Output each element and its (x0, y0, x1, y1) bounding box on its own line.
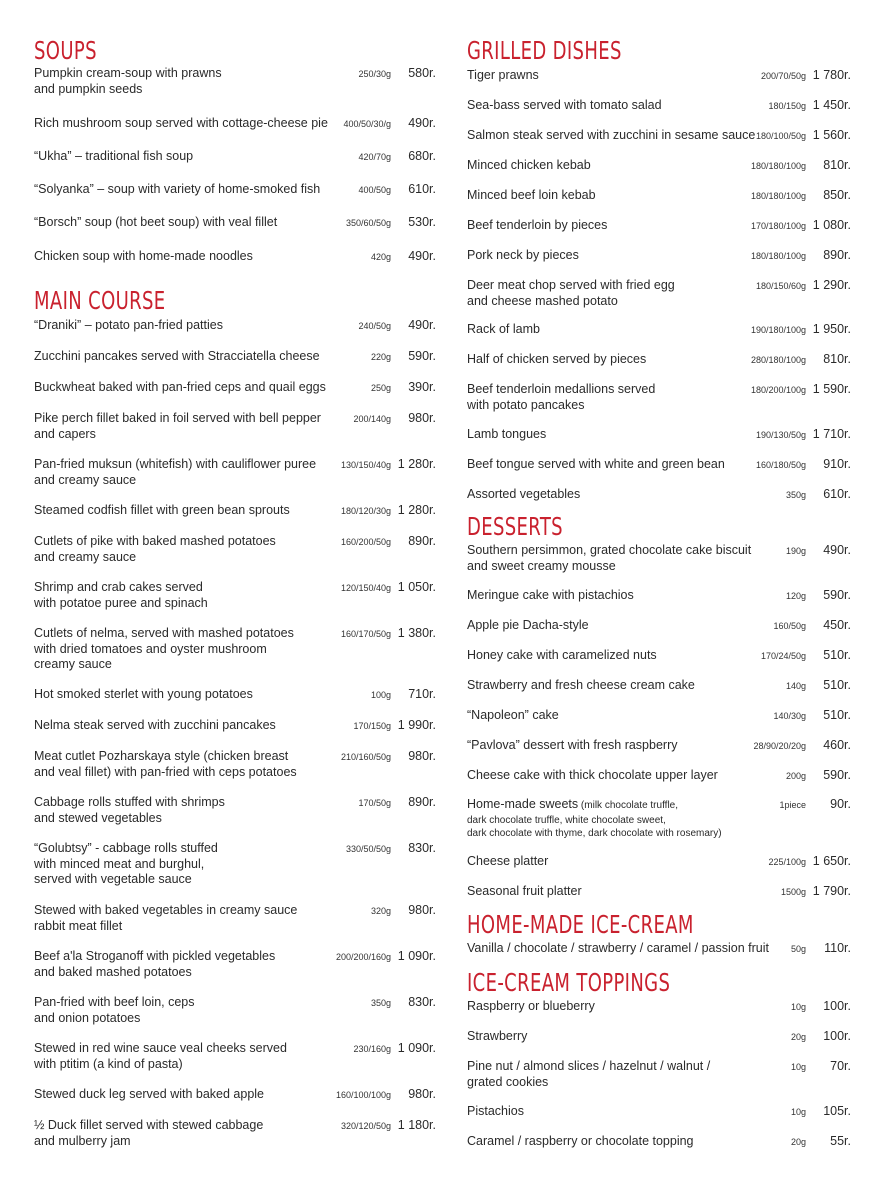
menu-item-weight: 200/70/50g (760, 71, 806, 81)
menu-item-price: 1 450r. (812, 98, 851, 112)
menu-item (467, 128, 851, 144)
menu-item-price: 980r. (408, 1087, 436, 1101)
menu-item-price: 450r. (823, 618, 851, 632)
menu-item-name-text: and creamy sauce (34, 472, 137, 487)
menu-item-weight: 130/150/40g (340, 460, 391, 470)
menu-item-name-text: Cheese cake with thick chocolate upper layer (467, 768, 718, 782)
menu-item-price: 510r. (823, 678, 851, 692)
menu-item-weight: 200g (785, 771, 806, 781)
menu-item (34, 626, 436, 673)
menu-item-price: 1 290r. (812, 278, 851, 292)
menu-item (467, 588, 851, 604)
menu-item-name-line (34, 811, 436, 827)
menu-item-weight: 1500g (780, 887, 806, 897)
menu-item-weight: 20g (790, 1137, 806, 1147)
menu-item (34, 149, 436, 165)
menu-item-name-line (34, 1011, 436, 1027)
menu-item-weight: 180/150g (768, 101, 806, 111)
menu-item-name-line (467, 398, 851, 414)
menu-item-name-text: Stewed in red wine sauce veal cheeks served (34, 1041, 287, 1055)
menu-item (34, 903, 436, 934)
menu-item-weight: 170/180/100g (750, 221, 806, 231)
menu-item-price: 1 990r. (397, 718, 436, 732)
menu-item-name-text: Tiger prawns (467, 68, 539, 82)
menu-item-weight: 160/50g (773, 621, 806, 631)
menu-item-name-line (34, 765, 436, 781)
menu-item (34, 1087, 436, 1103)
menu-item-name-line (467, 294, 851, 310)
menu-item-name-text: Pistachios (467, 1104, 524, 1118)
menu-item-weight: 160/180/50g (755, 460, 806, 470)
menu-item-price: 1 180r. (397, 1118, 436, 1132)
menu-item-weight: 180/180/100g (750, 191, 806, 201)
menu-item-name-text: Honey cake with caramelized nuts (467, 648, 657, 662)
menu-item-weight: 180/180/100g (750, 251, 806, 261)
menu-item-name-text: and sweet creamy mousse (467, 558, 616, 573)
menu-item-price: 55r. (830, 1134, 851, 1148)
menu-item-name-text: with minced meat and burghul, (34, 856, 205, 871)
menu-item (34, 687, 436, 703)
menu-item-name-text: Cutlets of pike with baked mashed potatoes (34, 534, 276, 548)
menu-item-name-text: Shrimp and crab cakes served (34, 580, 203, 594)
menu-item-name-text: Cabbage rolls stuffed with shrimps (34, 795, 225, 809)
menu-item-name-text: Deer meat chop served with fried egg (467, 278, 675, 292)
menu-item-weight: 420/70g (358, 152, 391, 162)
menu-item-name-text: “Draniki” – potato pan-fried patties (34, 318, 223, 332)
menu-item-name-text: Beef tenderloin medallions served (467, 382, 656, 396)
menu-item-price: 890r. (408, 534, 436, 548)
menu-item-weight: 170/150g (353, 721, 391, 731)
menu-item-name-text: and cheese mashed potato (467, 293, 618, 308)
menu-item-name-text: Strawberry and fresh cheese cream cake (467, 678, 695, 692)
menu-item-name-text: “Golubtsy” - cabbage rolls stuffed (34, 841, 218, 855)
menu-item-price: 100r. (823, 999, 851, 1013)
menu-item (34, 1118, 436, 1149)
menu-item-weight: 320/120/50g (340, 1121, 391, 1131)
menu-item-name-text: Pike perch fillet baked in foil served with bell pepper (34, 411, 321, 425)
menu-item-name-text: Assorted vegetables (467, 487, 581, 501)
menu-item-name-text: Lamb tongues (467, 427, 547, 441)
menu-item (467, 797, 851, 840)
menu-item-name-line (34, 657, 436, 673)
menu-item (467, 1104, 851, 1120)
menu-item-price: 890r. (823, 248, 851, 262)
menu-item-weight: 10g (790, 1107, 806, 1117)
menu-item-name-text: and creamy sauce (34, 549, 137, 564)
menu-item (467, 188, 851, 204)
menu-item-weight: 220g (370, 352, 391, 362)
menu-item-weight: 10g (790, 1002, 806, 1012)
menu-item-name-text: Rich mushroom soup served with cottage-cheese pie (34, 116, 328, 130)
menu-item (467, 941, 851, 957)
menu-item-name-line (34, 473, 436, 489)
menu-item (467, 218, 851, 234)
menu-item-name-line (34, 919, 436, 935)
menu-item-price: 490r. (408, 318, 436, 332)
menu-item (467, 98, 851, 114)
menu-item-name-line (34, 965, 436, 981)
menu-item (467, 457, 851, 473)
menu-item-price: 610r. (823, 487, 851, 501)
menu-item-name-line (34, 857, 436, 873)
menu-item-weight: 10g (790, 1062, 806, 1072)
menu-item-name-text: dark chocolate with thyme, dark chocolate with rosemary) (467, 827, 722, 839)
menu-item (467, 322, 851, 338)
menu-item-name-line (467, 559, 851, 575)
menu-item-price: 830r. (408, 995, 436, 1009)
menu-item-weight: 180/180/100g (750, 161, 806, 171)
menu-item-name-line (34, 550, 436, 566)
menu-item-weight: 190/130/50g (755, 430, 806, 440)
menu-item-name-text: Rack of lamb (467, 322, 540, 336)
menu-item-name-text: dark chocolate truffle, white chocolate sweet, (467, 814, 666, 826)
menu-item-weight: 100g (370, 690, 391, 700)
menu-item-weight: 280/180/100g (750, 355, 806, 365)
menu-item-weight: 140g (785, 681, 806, 691)
menu-item-weight: 400/50g (358, 185, 391, 195)
menu-item-name-text: Cutlets of nelma, served with mashed potatoes (34, 626, 294, 640)
menu-item-name-text: Beef a'la Stroganoff with pickled vegetables (34, 949, 276, 963)
menu-item (467, 543, 851, 574)
menu-item (467, 648, 851, 664)
menu-item-price: 1 560r. (812, 128, 851, 142)
menu-item-name-text: Minced beef loin kebab (467, 188, 596, 202)
menu-item-name-line (467, 1075, 851, 1091)
menu-item-name-text: with potato pancakes (467, 397, 585, 412)
menu-item-price: 1 950r. (812, 322, 851, 336)
menu-item-weight: 180/120/30g (340, 506, 391, 516)
menu-item (34, 841, 436, 888)
menu-item-name-text: Apple pie Dacha-style (467, 618, 589, 632)
menu-item-price: 810r. (823, 158, 851, 172)
menu-item-name-text: creamy sauce (34, 657, 112, 671)
menu-item-weight: 120/150/40g (340, 583, 391, 593)
menu-item-weight: 120g (785, 591, 806, 601)
menu-item-weight: 230/160g (353, 1044, 391, 1054)
menu-item-name-text: Raspberry or blueberry (467, 999, 595, 1013)
menu-item (467, 708, 851, 724)
menu-item (467, 999, 851, 1015)
menu-item-price: 510r. (823, 648, 851, 662)
menu-item (467, 382, 851, 413)
menu-item (34, 380, 436, 396)
menu-item-name-text: Home-made sweets (467, 797, 579, 811)
menu-item-name-text: Stewed with baked vegetables in creamy sauce (34, 903, 298, 917)
menu-item-name-line (34, 596, 436, 612)
menu-item-price: 850r. (823, 188, 851, 202)
menu-item (34, 718, 436, 734)
menu-item-name-text: Buckwheat baked with pan-fried ceps and quail eggs (34, 380, 326, 394)
menu-item (467, 1059, 851, 1090)
menu-item-weight: 20g (790, 1032, 806, 1042)
menu-item-weight: 320g (370, 906, 391, 916)
menu-item-name-text: “Pavlova” dessert with fresh raspberry (467, 738, 678, 752)
section-heading: ICE-CREAM TOPPINGS (467, 968, 671, 997)
menu-item-name-text: Meringue cake with pistachios (467, 588, 634, 602)
menu-item-price: 510r. (823, 708, 851, 722)
menu-item-weight: 180/150/60g (755, 281, 806, 291)
menu-item-weight: 180/200/100g (750, 385, 806, 395)
menu-item-name-text: Sea-bass served with tomato salad (467, 98, 662, 112)
menu-item-name-text: Chicken soup with home-made noodles (34, 249, 253, 263)
menu-item-name-line (467, 827, 851, 840)
menu-item-price: 390r. (408, 380, 436, 394)
menu-item-weight: 160/100/100g (335, 1090, 391, 1100)
menu-item (467, 1134, 851, 1150)
menu-item-name-text: Stewed duck leg served with baked apple (34, 1087, 265, 1101)
menu-item (467, 352, 851, 368)
menu-item (34, 182, 436, 198)
menu-item-name-line (467, 814, 851, 827)
menu-item-weight: 160/170/50g (340, 629, 391, 639)
menu-item-price: 980r. (408, 411, 436, 425)
menu-item-name-text: Pine nut / almond slices / hazelnut / walnut / (467, 1059, 711, 1073)
menu-item-weight: 400/50/30/g (343, 119, 391, 129)
menu-item-name-text: Nelma steak served with zucchini pancakes (34, 718, 276, 732)
menu-item-price: 1 380r. (397, 626, 436, 640)
menu-item-price: 90r. (830, 797, 851, 811)
menu-item-price: 1 650r. (812, 854, 851, 868)
menu-item-name-line (34, 642, 436, 658)
menu-item-price: 490r. (823, 543, 851, 557)
menu-item-price: 980r. (408, 749, 436, 763)
menu-item-price: 460r. (823, 738, 851, 752)
menu-item-name-line (34, 872, 436, 888)
menu-item-price: 1 710r. (812, 427, 851, 441)
menu-item-name-text: Pumpkin cream-soup with prawns (34, 66, 222, 80)
menu-item-name-line (34, 1057, 436, 1073)
section-heading: HOME-MADE ICE-CREAM (467, 910, 694, 939)
menu-item (467, 248, 851, 264)
menu-item-weight: 1piece (779, 800, 806, 810)
section-heading: DESSERTS (467, 512, 563, 541)
menu-item-weight: 250g (370, 383, 391, 393)
menu-item-price: 490r. (408, 249, 436, 263)
menu-item-price: 1 050r. (397, 580, 436, 594)
menu-item-name-line (34, 427, 436, 443)
section-heading: MAIN COURSE (34, 286, 166, 315)
menu-item-weight: 250/30g (358, 69, 391, 79)
menu-item-name-text: Hot smoked sterlet with young potatoes (34, 687, 253, 701)
menu-item-price: 590r. (408, 349, 436, 363)
menu-item-price: 1 280r. (397, 457, 436, 471)
menu-item-price: 830r. (408, 841, 436, 855)
menu-item (34, 457, 436, 488)
menu-item-weight: 350g (785, 490, 806, 500)
menu-item-price: 110r. (824, 941, 851, 955)
menu-item-weight: 180/100/50g (755, 131, 806, 141)
menu-item (34, 411, 436, 442)
menu-item-price: 610r. (408, 182, 436, 196)
menu-item-name-text: and capers (34, 426, 96, 441)
menu-item (467, 678, 851, 694)
menu-item-weight: 225/100g (768, 857, 806, 867)
menu-item-name-line (34, 82, 436, 98)
menu-item-weight: 200/200/160g (335, 952, 391, 962)
menu-item-name-text: Steamed codfish fillet with green bean sprouts (34, 503, 290, 517)
menu-item (467, 68, 851, 84)
menu-item (467, 854, 851, 870)
menu-item-weight: 330/50/50g (345, 844, 391, 854)
menu-item-weight: 350/60/50g (345, 218, 391, 228)
menu-item-price: 1 090r. (397, 949, 436, 963)
menu-item (467, 1029, 851, 1045)
menu-item (34, 215, 436, 231)
menu-item (34, 949, 436, 980)
menu-item (467, 738, 851, 754)
menu-item-weight: 140/30g (773, 711, 806, 721)
menu-item-weight: 28/90/20/20g (753, 741, 806, 751)
menu-item-weight: 350g (370, 998, 391, 1008)
menu-item (467, 768, 851, 784)
menu-item-price: 590r. (823, 768, 851, 782)
menu-item-name-text: Caramel / raspberry or chocolate topping (467, 1134, 694, 1148)
menu-item-weight: 190g (785, 546, 806, 556)
menu-item (467, 278, 851, 309)
menu-item-name-text: and veal fillet) with pan-fried with ceps potatoes (34, 764, 297, 779)
menu-item-price: 1 080r. (812, 218, 851, 232)
menu-item-name-text: Pork neck by pieces (467, 248, 579, 262)
menu-item-weight: 160/200/50g (340, 537, 391, 547)
menu-item-price: 530r. (408, 215, 436, 229)
menu-item-price: 710r. (408, 687, 436, 701)
menu-item-name-text: with dried tomatoes and oyster mushroom (34, 641, 267, 656)
menu-item (467, 487, 851, 503)
menu-item (34, 503, 436, 519)
section-heading: SOUPS (34, 36, 97, 65)
menu-item-name-text: grated cookies (467, 1074, 549, 1089)
menu-item-name-text: Zucchini pancakes served with Stracciatella cheese (34, 349, 320, 363)
menu-item (34, 580, 436, 611)
menu-item (34, 349, 436, 365)
menu-item-price: 1 280r. (397, 503, 436, 517)
menu-item (34, 318, 436, 334)
menu-item-price: 590r. (823, 588, 851, 602)
menu-item-name-text: and mulberry jam (34, 1133, 131, 1148)
menu-item (34, 795, 436, 826)
menu-item (34, 66, 436, 97)
menu-item-weight: 190/180/100g (750, 325, 806, 335)
menu-item-name-text: Minced chicken kebab (467, 158, 591, 172)
menu-item-weight: 170/24/50g (760, 651, 806, 661)
menu-item-price: 1 590r. (812, 382, 851, 396)
menu-item-price: 810r. (823, 352, 851, 366)
menu-item-name-text: Meat cutlet Pozharskaya style (chicken breast (34, 749, 289, 763)
menu-item-name-text: ½ Duck fillet served with stewed cabbage (34, 1118, 264, 1132)
menu-item-price: 980r. (408, 903, 436, 917)
section-heading: GRILLED DISHES (467, 36, 622, 65)
menu-item-name-text: “Borsch” soup (hot beet soup) with veal fillet (34, 215, 278, 229)
menu-item-price: 105r. (823, 1104, 851, 1118)
menu-item-name-text: Pan-fried with beef loin, ceps (34, 995, 195, 1009)
menu-item-price: 580r. (408, 66, 436, 80)
menu-item-name-text: with potatoe puree and spinach (34, 595, 208, 610)
menu-item (34, 1041, 436, 1072)
menu-item-name-line (34, 1134, 436, 1150)
menu-item (34, 116, 436, 132)
menu-item-weight: 420g (370, 252, 391, 262)
menu-item-name-text: Seasonal fruit platter (467, 884, 582, 898)
menu-item (34, 749, 436, 780)
menu-item-name-text: served with vegetable sauce (34, 872, 192, 886)
menu-item-price: 100r. (823, 1029, 851, 1043)
menu-item-price: 1 780r. (812, 68, 851, 82)
menu-item (467, 158, 851, 174)
menu-item-name-text: with ptitim (a kind of pasta) (34, 1056, 183, 1071)
menu-item-price: 490r. (408, 116, 436, 130)
menu-item-name-text: Salmon steak served with zucchini in sesame sauce (467, 128, 756, 142)
menu-item-weight: 50g (790, 944, 806, 954)
menu-item-name-text: rabbit meat fillet (34, 918, 123, 933)
menu-item-name-text: Beef tenderloin by pieces (467, 218, 608, 232)
menu-item-detail: (milk chocolate truffle, (578, 800, 679, 811)
menu-item (34, 534, 436, 565)
menu-item-price: 70r. (830, 1059, 851, 1073)
menu-item-name-text: Beef tongue served with white and green bean (467, 457, 725, 471)
menu-item-weight: 210/160/50g (340, 752, 391, 762)
menu-item (467, 618, 851, 634)
menu-item-name-text: “Napoleon” cake (467, 708, 559, 722)
menu-item (467, 427, 851, 443)
menu-item-name-text: and pumpkin seeds (34, 81, 143, 96)
menu-item-name-text: and baked mashed potatoes (34, 964, 192, 979)
menu-item-name-text: Southern persimmon, grated chocolate cake biscuit (467, 543, 752, 557)
menu-item-price: 1 090r. (397, 1041, 436, 1055)
menu-item-name-text: Cheese platter (467, 854, 549, 868)
menu-item-price: 890r. (408, 795, 436, 809)
menu-item (34, 995, 436, 1026)
menu-item-name-text: and stewed vegetables (34, 810, 162, 825)
menu-item-weight: 240/50g (358, 321, 391, 331)
menu-item-name-text: Half of chicken served by pieces (467, 352, 647, 366)
menu-item-name-text: and onion potatoes (34, 1010, 141, 1025)
menu-item-name-text: “Ukha” – traditional fish soup (34, 149, 194, 163)
menu-item (34, 249, 436, 265)
menu-item-price: 680r. (408, 149, 436, 163)
menu-item-weight: 170/50g (358, 798, 391, 808)
menu-item-name-text: Pan-fried muksun (whitefish) with cauliflower puree (34, 457, 317, 471)
menu-item-name-text: Vanilla / chocolate / strawberry / caramel / passion fruit (467, 941, 769, 955)
menu-item-name-text: “Solyanka” – soup with variety of home-smoked fish (34, 182, 321, 196)
menu-item-weight: 200/140g (353, 414, 391, 424)
menu-item-price: 1 790r. (812, 884, 851, 898)
menu-item (467, 884, 851, 900)
menu-item-price: 910r. (823, 457, 851, 471)
menu-item-name-text: Strawberry (467, 1029, 528, 1043)
